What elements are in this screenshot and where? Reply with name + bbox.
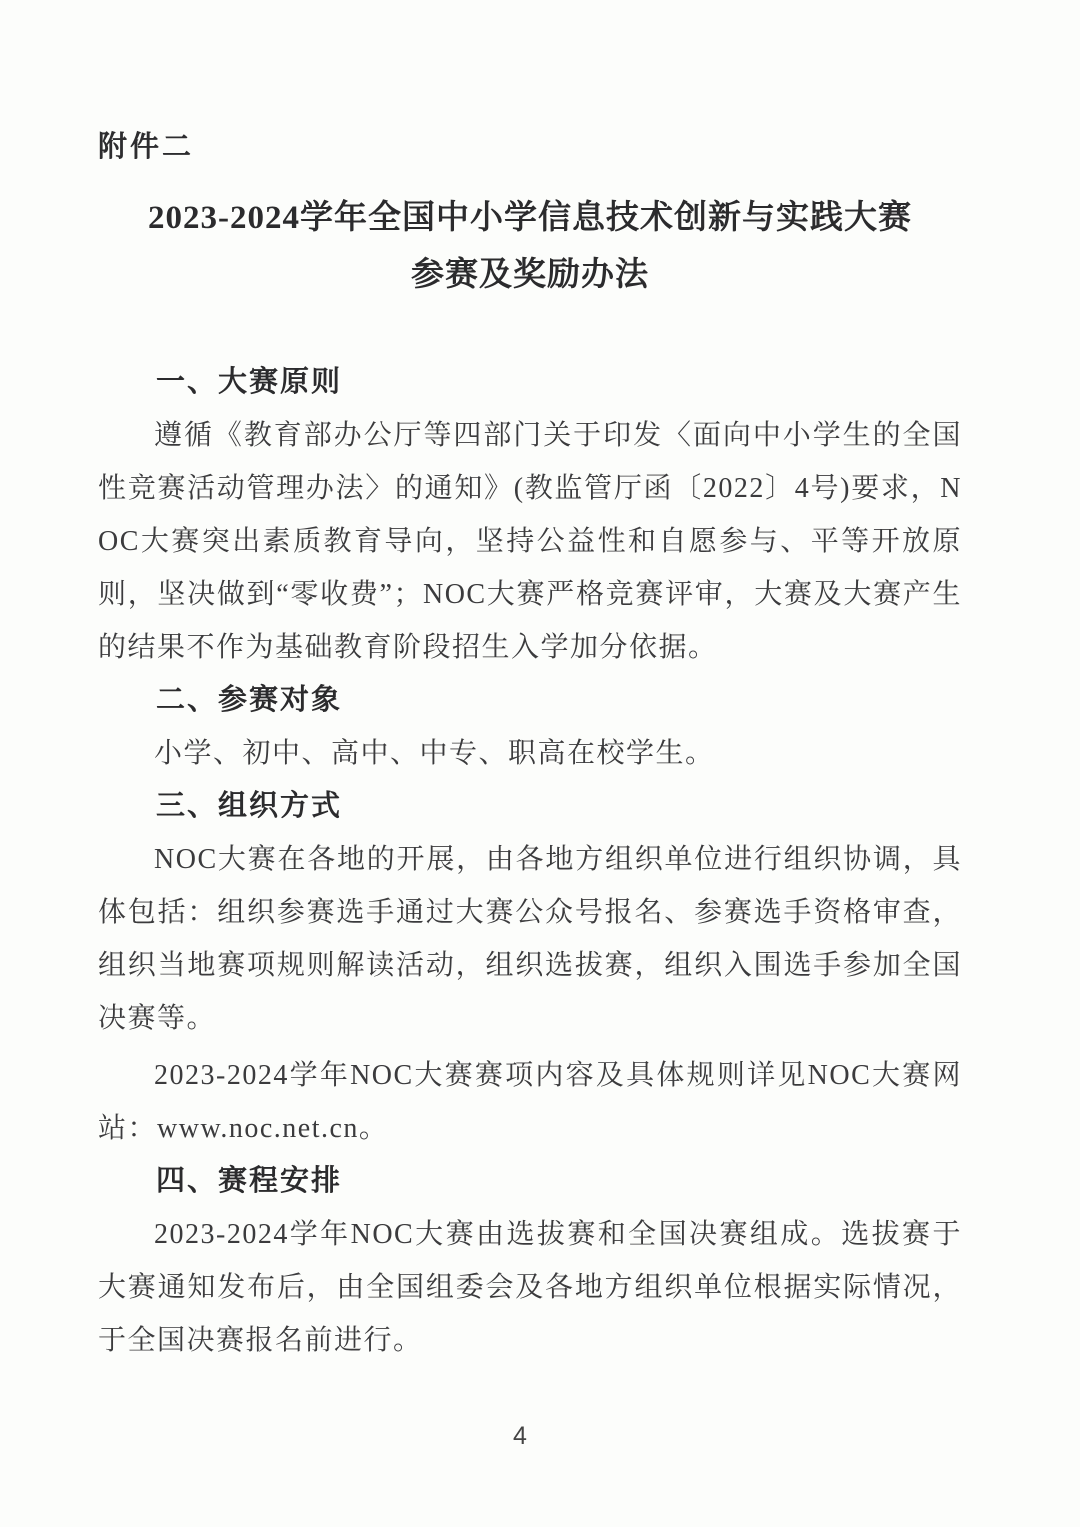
paragraph-organization-method: NOC大赛在各地的开展，由各地方组织单位进行组织协调，具体包括：组织参赛选手通过大赛公众号报名、参赛选手资格审查，组织当地赛项规则解读活动，组织选拔赛，组织入围选手参加全国决赛等。 bbox=[98, 844, 962, 1034]
paragraph-contest-principles: 遵循《教育部办公厅等四部门关于印发〈面向中小学生的全国性竞赛活动管理办法〉的通知》(教监管厅函〔2022〕4号)要求，NOC大赛突出素质教育导向，坚持公益性和自愿参与、平等开放原则，坚决做到“零收费”；NOC大赛严格竞赛评审，大赛及大赛产生的结果不作为基础教育阶段招生入学加分依据。 bbox=[98, 420, 962, 663]
paragraph-eligible-participants: 小学、初中、高中、中专、职高在校学生。 bbox=[154, 738, 715, 769]
section-heading-contest-principles: 一、大赛原则 bbox=[156, 366, 343, 398]
document-title-line-1: 2023-2024学年全国中小学信息技术创新与实践大赛 bbox=[148, 200, 912, 236]
section-organization-method bbox=[98, 780, 962, 1155]
page-number: 4 bbox=[513, 1422, 527, 1450]
attachment-label: 附件二 bbox=[98, 131, 195, 163]
section-eligible-participants bbox=[98, 674, 962, 780]
paragraph-contest-website: 2023-2024学年NOC大赛赛项内容及具体规则详见NOC大赛网站：www.noc.net.cn。 bbox=[98, 1060, 962, 1144]
section-heading-schedule-arrangement: 四、赛程安排 bbox=[156, 1165, 343, 1197]
section-heading-eligible-participants: 二、参赛对象 bbox=[156, 684, 343, 716]
section-contest-principles bbox=[98, 356, 962, 674]
document-title bbox=[98, 190, 962, 304]
document-title-line-2: 参赛及奖励办法 bbox=[411, 257, 649, 293]
paragraph-schedule-arrangement: 2023-2024学年NOC大赛由选拔赛和全国决赛组成。选拔赛于大赛通知发布后，由全国组委会及各地方组织单位根据实际情况，于全国决赛报名前进行。 bbox=[98, 1219, 962, 1356]
section-schedule-arrangement bbox=[98, 1155, 962, 1367]
section-heading-organization-method: 三、组织方式 bbox=[156, 790, 343, 822]
